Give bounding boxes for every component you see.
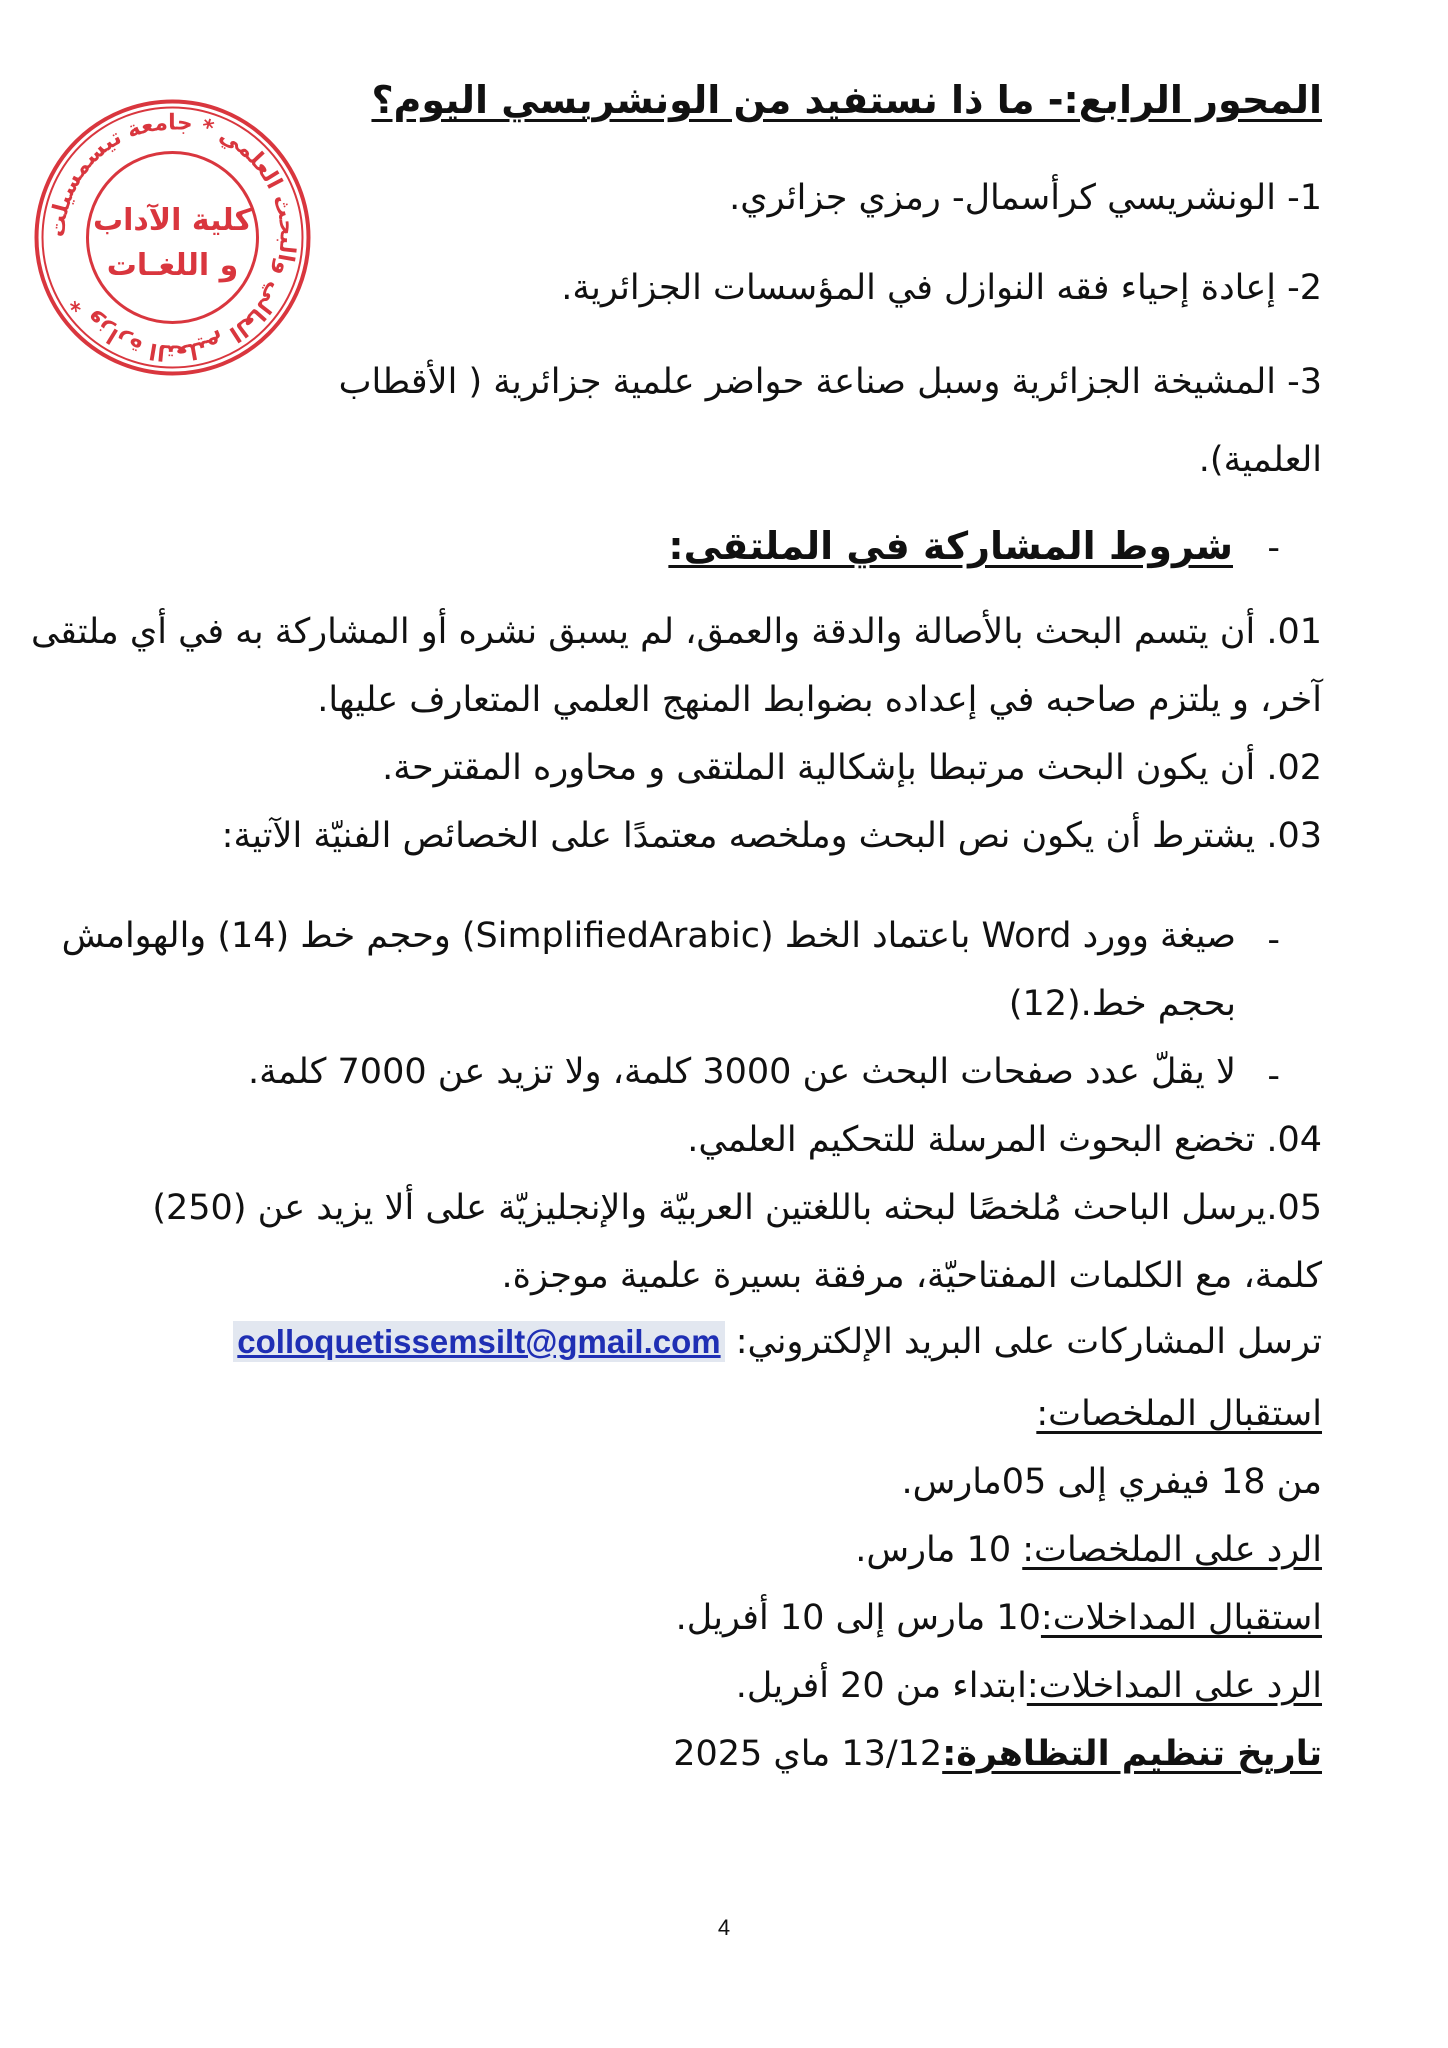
axis4-item-1: 1- الونشريسي كرأسمال- رمزي جزائري. bbox=[729, 178, 1322, 218]
condition-03-sub1-line2: بحجم خط.(12) bbox=[1008, 984, 1236, 1024]
papers-line bbox=[676, 1598, 1322, 1638]
email-line bbox=[233, 1322, 1322, 1362]
papers-value: 10 مارس إلى 10 أفريل. bbox=[675, 1598, 1041, 1638]
condition-03-sub2: لا يقلّ عدد صفحات البحث عن 3000 كلمة، ولا تزيد عن 7000 كلمة. bbox=[248, 1052, 1236, 1092]
bullet-dash: - bbox=[1267, 1056, 1280, 1096]
condition-04: 04. تخضع البحوث المرسلة للتحكيم العلمي. bbox=[687, 1120, 1322, 1160]
condition-01-line1: 01. أن يتسم البحث بالأصالة والدقة والعمق، لم يسبق نشره أو المشاركة به في أي ملتقى bbox=[31, 612, 1322, 652]
reply-abstracts-label: الرد على الملخصات: bbox=[1022, 1530, 1322, 1570]
axis4-item-3-cont: العلمية). bbox=[1198, 440, 1322, 480]
condition-02: 02. أن يكون البحث مرتبطا بإشكالية الملتقى و محاوره المقترحة. bbox=[382, 748, 1322, 788]
conditions-heading: شروط المشاركة في الملتقى: bbox=[668, 524, 1233, 568]
condition-03: 03. يشترط أن يكون نص البحث وملخصه معتمدًا على الخصائص الفنيّة الآتية: bbox=[221, 816, 1322, 856]
condition-05-line1: 05.يرسل الباحث مُلخصًا لبحثه باللغتين العربيّة والإنجليزيّة على ألا يزيد عن (250) bbox=[152, 1188, 1322, 1228]
axis4-item-2: 2- إعادة إحياء فقه النوازل في المؤسسات الجزائرية. bbox=[561, 268, 1322, 308]
reply-papers-value: ابتداء من 20 أفريل. bbox=[735, 1666, 1027, 1706]
abstracts-heading: استقبال الملخصات: bbox=[1036, 1394, 1322, 1434]
reply-abstracts-value: 10 مارس. bbox=[855, 1530, 1023, 1570]
stamp-ring-text: وزارة التعليم العالي والبحث العلمي * جامعة تيسمسيلت * bbox=[44, 110, 300, 365]
event-date-value: 13/12 ماي 2025 bbox=[673, 1734, 943, 1774]
reply-abstracts-line bbox=[855, 1530, 1322, 1570]
condition-03-sub1-line1: صيغة وورد Word باعتماد الخط (SimplifiedArabic) وحجم خط (14) والهوامش bbox=[61, 916, 1236, 956]
condition-05-line2: كلمة، مع الكلمات المفتاحيّة، مرفقة بسيرة علمية موجزة. bbox=[501, 1256, 1322, 1296]
axis4-item-3: 3- المشيخة الجزائرية وسبل صناعة حواضر علمية جزائرية ( الأقطاب bbox=[338, 362, 1322, 402]
reply-papers-label: الرد على المداخلات: bbox=[1026, 1666, 1322, 1706]
page-number: 4 bbox=[717, 1915, 731, 1940]
axis4-heading: المحور الرابع:- ما ذا نستفيد من الونشريسي اليوم؟ bbox=[371, 78, 1322, 122]
reply-papers-line bbox=[736, 1666, 1322, 1706]
stamp-center-line2: و اللغـات bbox=[106, 248, 239, 283]
faculty-stamp bbox=[30, 95, 315, 380]
papers-label: استقبال المداخلات: bbox=[1040, 1598, 1322, 1638]
event-date-line bbox=[673, 1734, 1322, 1774]
stamp-center-line1: كلية الآداب bbox=[92, 203, 253, 238]
email-label: ترسل المشاركات على البريد الإلكتروني: bbox=[735, 1322, 1322, 1362]
bullet-dash: - bbox=[1267, 920, 1280, 960]
condition-01-line2: آخر، و يلتزم صاحبه في إعداده بضوابط المنهج العلمي المتعارف عليها. bbox=[317, 680, 1322, 720]
abstracts-dates: من 18 فيفري إلى 05مارس. bbox=[901, 1462, 1322, 1502]
event-date-label: تاريخ تنظيم التظاهرة: bbox=[942, 1734, 1322, 1774]
bullet-dash: - bbox=[1267, 528, 1280, 568]
email-link[interactable]: colloquetissemsilt@gmail.com bbox=[233, 1321, 724, 1362]
